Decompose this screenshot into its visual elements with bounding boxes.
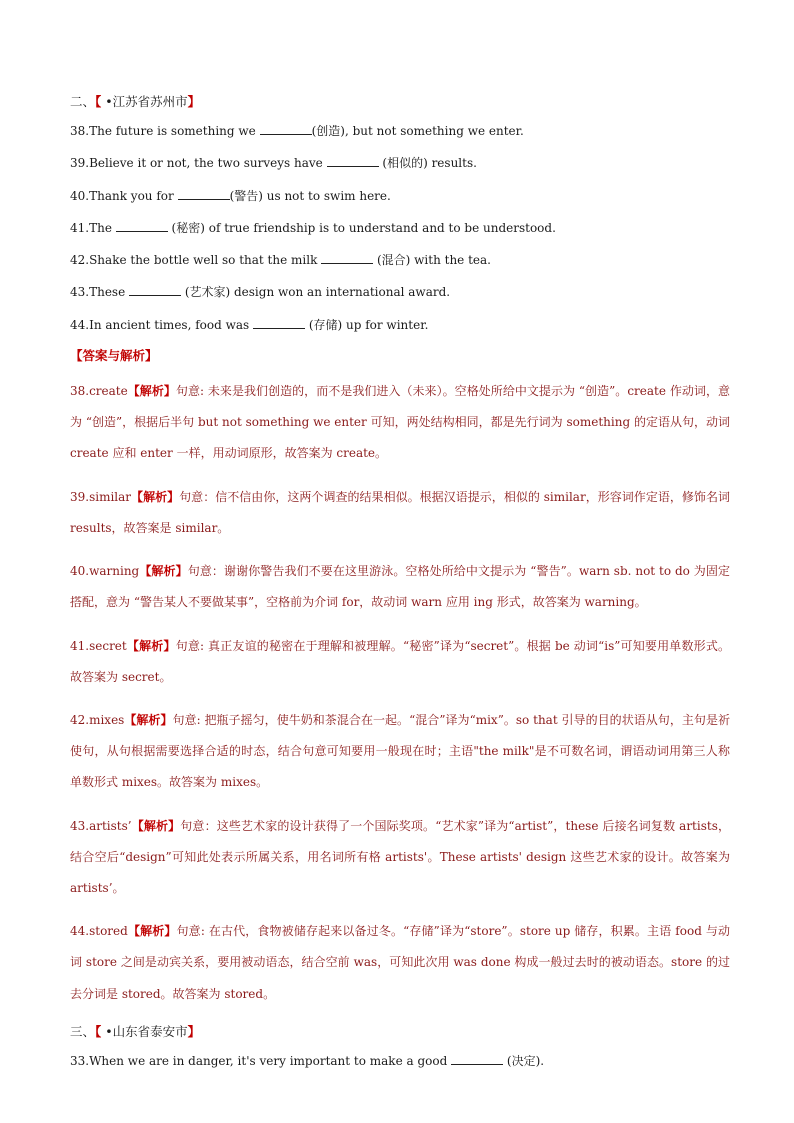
explanation-38: 38.create【解析】句意: 未来是我们创造的，而不是我们进入（未来）。空格处所给中文提示为 “创造”。create 作动词，意为 “创造”，根据后半句 but not something we enter 可知，两处结构相同，都是先行词为 something 的定语从句，动词 create 应和 enter 一样，用动词原形，故答案为 create。 xyxy=(70,384,730,461)
section-source: •山东省泰安市 xyxy=(101,1023,188,1039)
bracket-close: 】 xyxy=(187,1023,201,1039)
section-heading-2 xyxy=(70,94,730,110)
answer-blank xyxy=(327,154,379,167)
explanation-44: 44.stored【解析】句意: 在古代，食物被储存起来以备过冬。“存储”译为“store”。store up 储存，积累。主语 food 与动词 store 之间是动宾关系，要用被动语态，结合空前 was，可知此次用 was done 构成一般过去时的被动语态。store 的过去分词是 stored。故答案为 stored。 xyxy=(70,924,730,1001)
answer-blank xyxy=(116,219,168,232)
question-42: 42.Shake the bottle well so that the milk (混合) with the tea. xyxy=(70,253,491,268)
page-content xyxy=(70,94,730,1084)
question-41: 41.The (秘密) of true friendship is to understand and to be understood. xyxy=(70,220,556,235)
answer-blank xyxy=(129,283,181,296)
question-43: 43.These (艺术家) design won an international award. xyxy=(70,285,451,300)
section-source: •江苏省苏州市 xyxy=(101,94,188,109)
explanation-40: 40.warning【解析】句意：谢谢你警告我们不要在这里游泳。空格处所给中文提示为 “警告”。warn sb. not to do 为固定搭配，意为 “警告某人不要做某事”，空格前为介词 for，故动词 warn 应用 ing 形式，故答案为 warning。 xyxy=(70,564,730,610)
question-39: 39.Believe it or not, the two surveys have (相似的) results. xyxy=(70,156,477,171)
section-heading-3 xyxy=(70,1024,730,1040)
question-44: 44.In ancient times, food was (存储) up for winter. xyxy=(70,317,429,332)
answer-blank xyxy=(178,187,230,200)
section-number: 二、 xyxy=(70,94,96,109)
answer-blank xyxy=(451,1052,503,1065)
section-number: 三、 xyxy=(70,1023,96,1039)
answer-blank xyxy=(321,251,373,264)
bracket-open: 【 xyxy=(95,1023,102,1039)
answer-blank xyxy=(253,316,305,329)
explanation-42: 42.mixes【解析】句意: 把瓶子摇匀，使牛奶和茶混合在一起。“混合”译为“mix”。so that 引导的目的状语从句，主句是祈使句，从句根据需要选择合适的时态，结合句意可知要用一般现在时；主语"the milk"是不可数名词，谓语动词用第三人称单数形式 mixes。故答案为 mixes。 xyxy=(70,712,730,790)
explanation-41: 41.secret【解析】句意: 真正友谊的秘密在于理解和被理解。“秘密”译为“secret”。根据 be 动词“is”可知要用单数形式。故答案为 secret。 xyxy=(70,638,730,684)
question-40: 40.Thank you for (警告) us not to swim here. xyxy=(70,188,391,203)
explanation-43: 43.artists’【解析】句意：这些艺术家的设计获得了一个国际奖项。“艺术家”译为“artist”，these 后接名词复数 artists，结合空后“design”可知此处表示所属关系，用名词所有格 artists'。These artists' design 这些艺术家的设计。故答案为 artists’。 xyxy=(70,818,730,895)
question-33: 33.When we are in danger, it's very important to make a good (决定). xyxy=(70,1053,545,1068)
bracket-open: 【 xyxy=(95,94,102,109)
explanation-39: 39.similar【解析】句意：信不信由你，这两个调查的结果相似。根据汉语提示，相似的 similar，形容词作定语，修饰名词 results，故答案是 similar。 xyxy=(70,489,730,535)
question-38: 38.The future is something we (创造), but not something we enter. xyxy=(70,124,524,138)
answer-blank xyxy=(260,122,312,135)
bracket-close: 】 xyxy=(187,94,201,109)
answer-heading: 【答案与解析】 xyxy=(70,348,158,364)
